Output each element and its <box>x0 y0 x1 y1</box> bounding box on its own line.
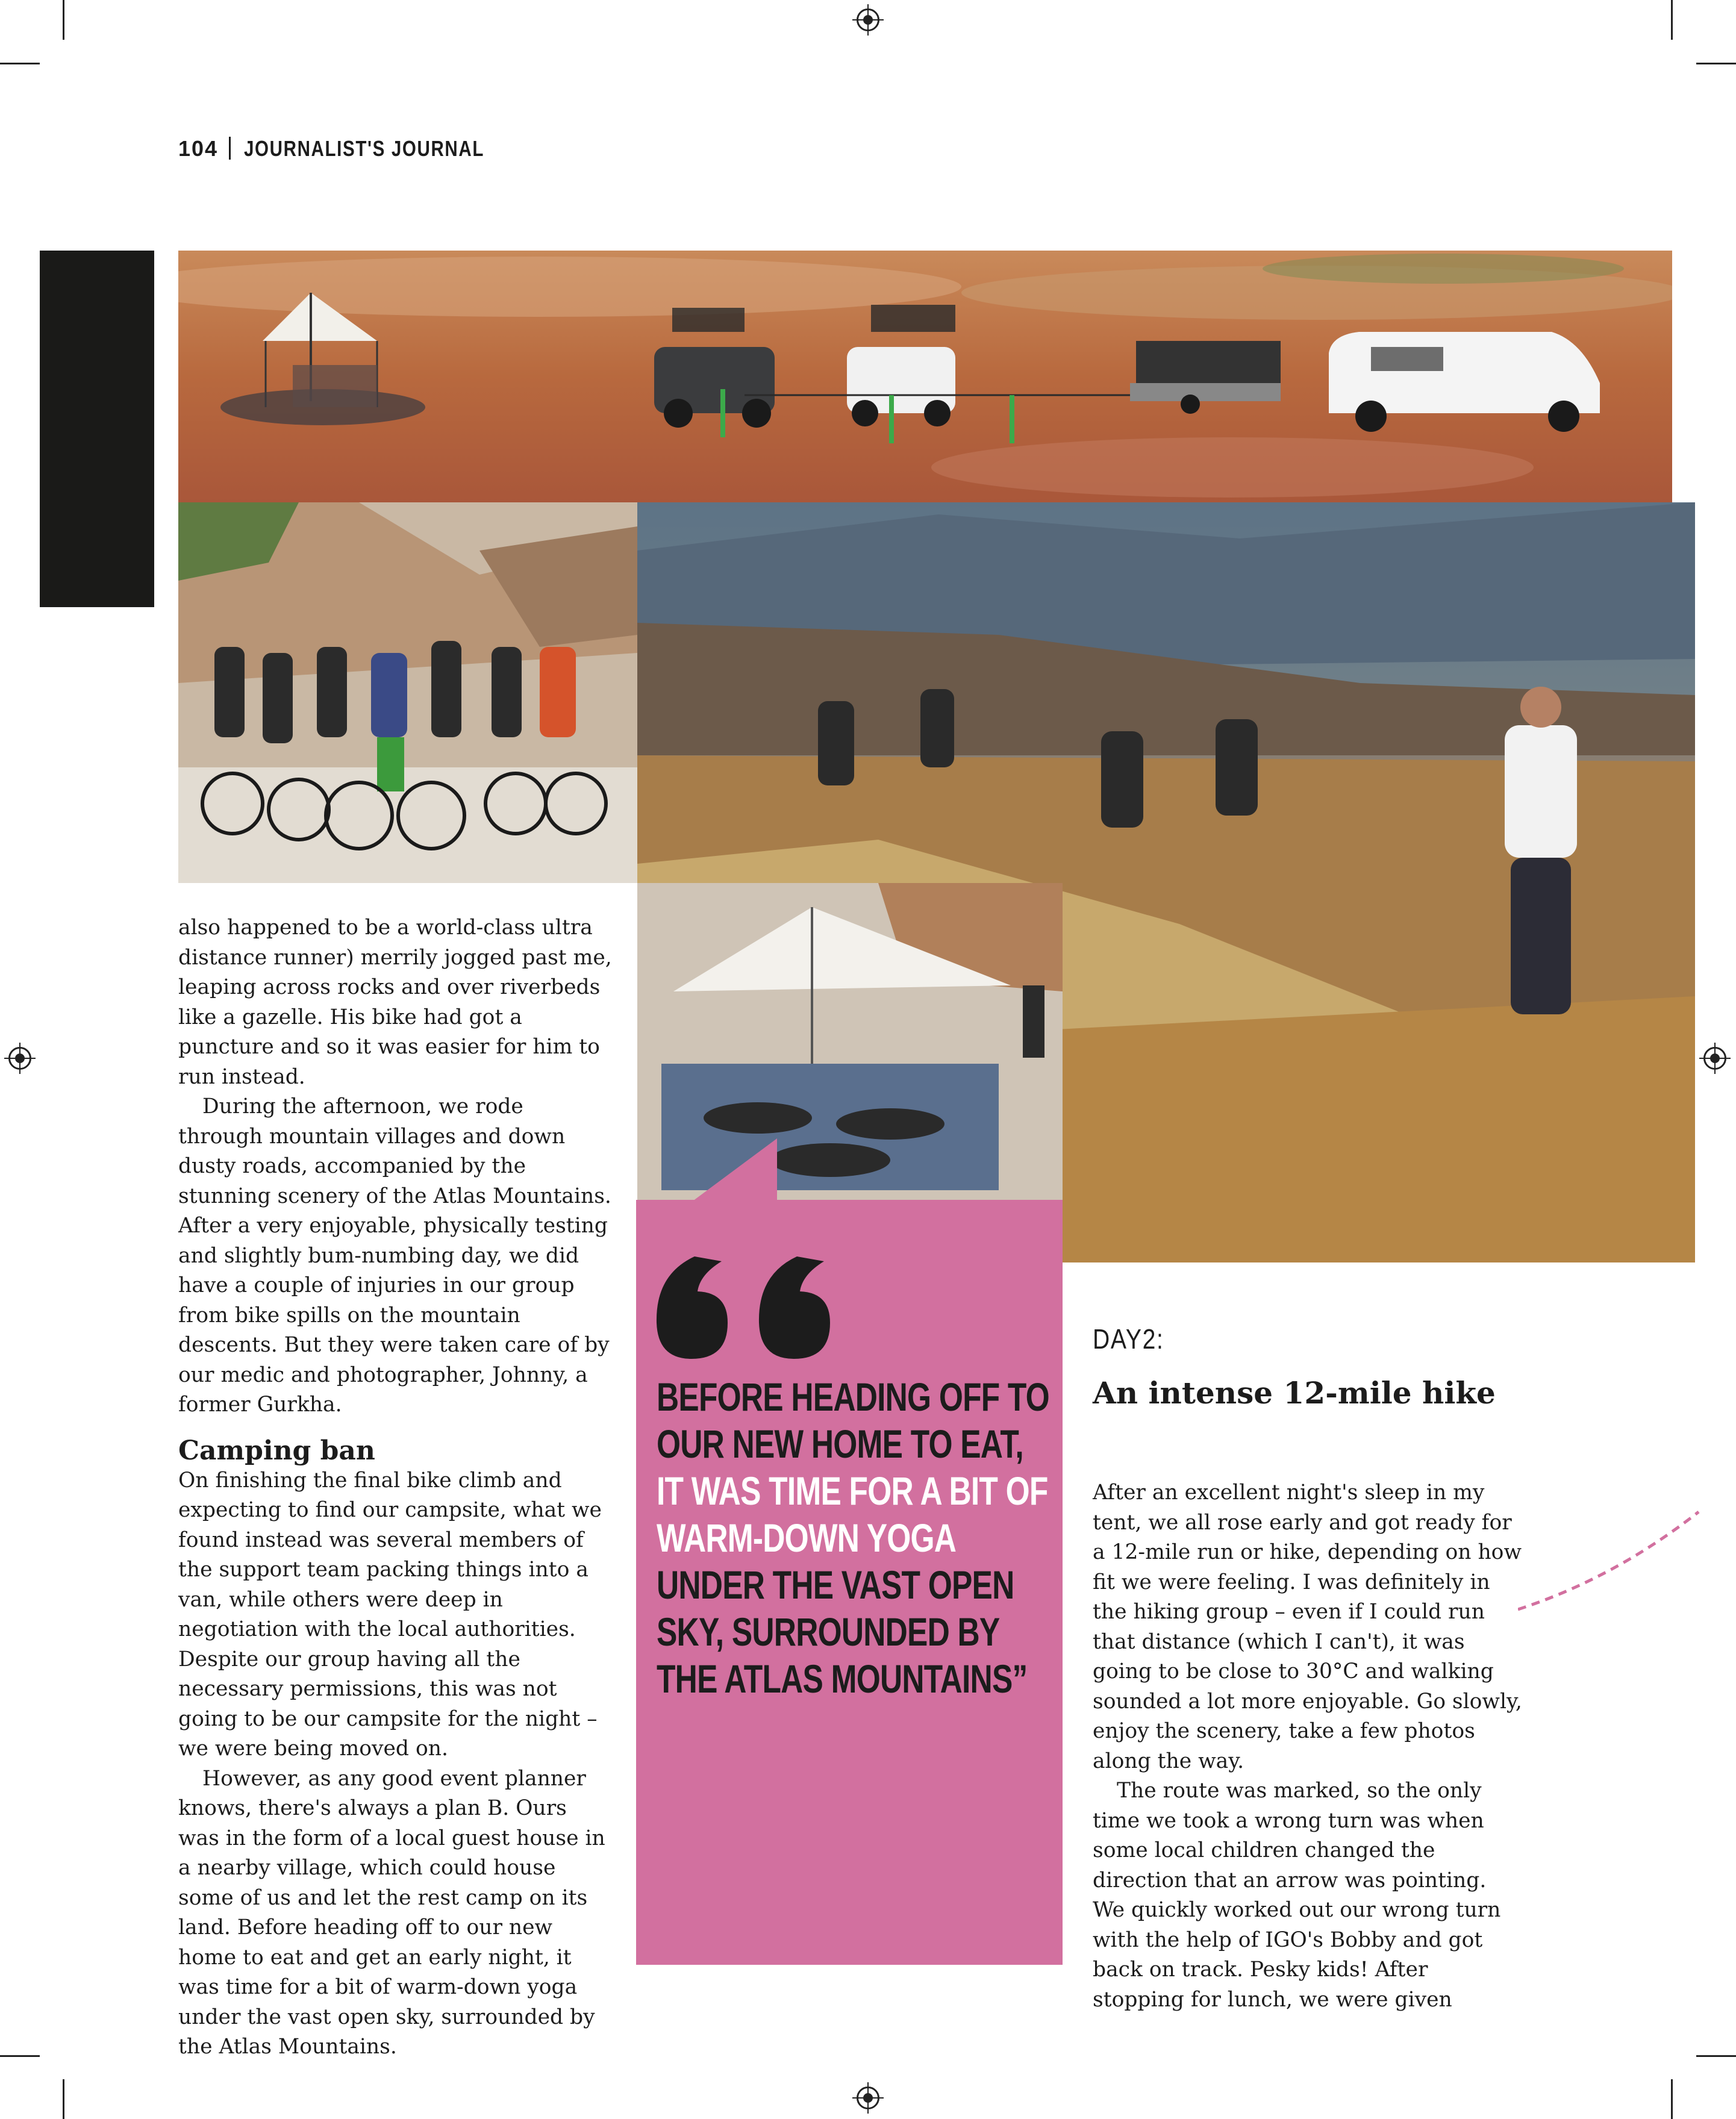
quote-highlight: IT WAS TIME FOR A BIT OF WARM-DOWN YOGA <box>657 1468 1048 1560</box>
black-side-bar <box>40 251 154 607</box>
page-header <box>178 136 537 161</box>
header-divider <box>229 137 231 160</box>
subheading: Camping ban <box>178 1435 375 1466</box>
body-paragraph: After an excellent night's sleep in my tent, we all rose early and got ready for a 12-mile run or hike, depending on how fit we were feeling. I was definitely in the hiking group – even if I could run that distance (which I can't), it was going to be close to 30°C and walking sounded a lot more enjoyable. Go slowly, enjoy the scenery, take a few photos along the way. <box>1093 1481 1522 1773</box>
crop-mark <box>0 63 40 64</box>
crop-mark <box>1696 63 1736 64</box>
crop-mark <box>1696 2055 1736 2057</box>
body-paragraph: The route was marked, so the only time we took a wrong turn was when some local children changed the direction that an arrow was pointing. We quickly worked out our wrong turn with the help of IGO's Bobby and got back on track. Pesky kids! After stopping for lunch, we were given <box>1093 1779 1501 2012</box>
page-number: 104 <box>178 136 219 161</box>
body-paragraph: On finishing the final bike climb and expecting to find our campsite, what we found instead was several members of the support team packing things into a van, while others were deep in negotiation with the local authorities. Despite our group having all the necessary permissions, this was not going to be our campsite for the night – we were being moved on. <box>178 1468 602 1761</box>
crop-mark <box>0 2055 40 2057</box>
crop-mark <box>1671 2079 1673 2119</box>
registration-mark <box>857 2086 879 2109</box>
right-column <box>1093 1478 1524 2015</box>
registration-mark <box>8 1047 31 1070</box>
photo-cyclists-group <box>178 502 637 883</box>
crop-mark <box>63 2079 64 2119</box>
section-title: JOURNALIST'S JOURNAL <box>244 136 485 161</box>
section-headline: An intense 12-mile hike <box>1093 1375 1496 1411</box>
left-column <box>178 913 612 2062</box>
crop-mark <box>1671 0 1673 40</box>
quote-part2: UNDER THE VAST OPEN SKY, SURROUNDED BY THE ATLAS MOUNTAINS” <box>657 1562 1028 1701</box>
registration-mark <box>857 8 879 31</box>
photo-camp-panorama <box>178 251 1672 502</box>
dashed-route-line <box>1518 1506 1711 1614</box>
crop-mark <box>63 0 64 40</box>
quote-notch <box>693 1138 777 1201</box>
registration-mark <box>1703 1047 1726 1070</box>
quote-part1: BEFORE HEADING OFF TO OUR NEW HOME TO EAT, <box>657 1375 1049 1466</box>
pull-quote-text <box>657 1373 1056 1702</box>
body-paragraph: During the afternoon, we rode through mountain villages and down dusty roads, accompanied by the stunning scenery of the Atlas Mountains. After a very enjoyable, physically testing and slightly bum-numbing day, we did have a couple of injuries in our group from bike spills on the mountain descents. But they were taken care of by our medic and photographer, Johnny, a former Gurkha. <box>178 1094 611 1417</box>
quote-mark-icon <box>649 1232 848 1365</box>
day-label: DAY2: <box>1093 1323 1164 1355</box>
body-paragraph: also happened to be a world-class ultra distance runner) merrily jogged past me, leaping across rocks and over riverbeds like a gazelle. His bike had got a puncture and so it was easier for him to run instead. <box>178 916 612 1089</box>
body-paragraph: However, as any good event planner knows, there's always a plan B. Ours was in the form of a local guest house in a nearby village, which could house some of us and let the rest camp on its land. Before heading off to our new home to eat and get an early night, it was time for a bit of warm-down yoga under the vast open sky, surrounded by the Atlas Mountains. <box>178 1766 605 2059</box>
